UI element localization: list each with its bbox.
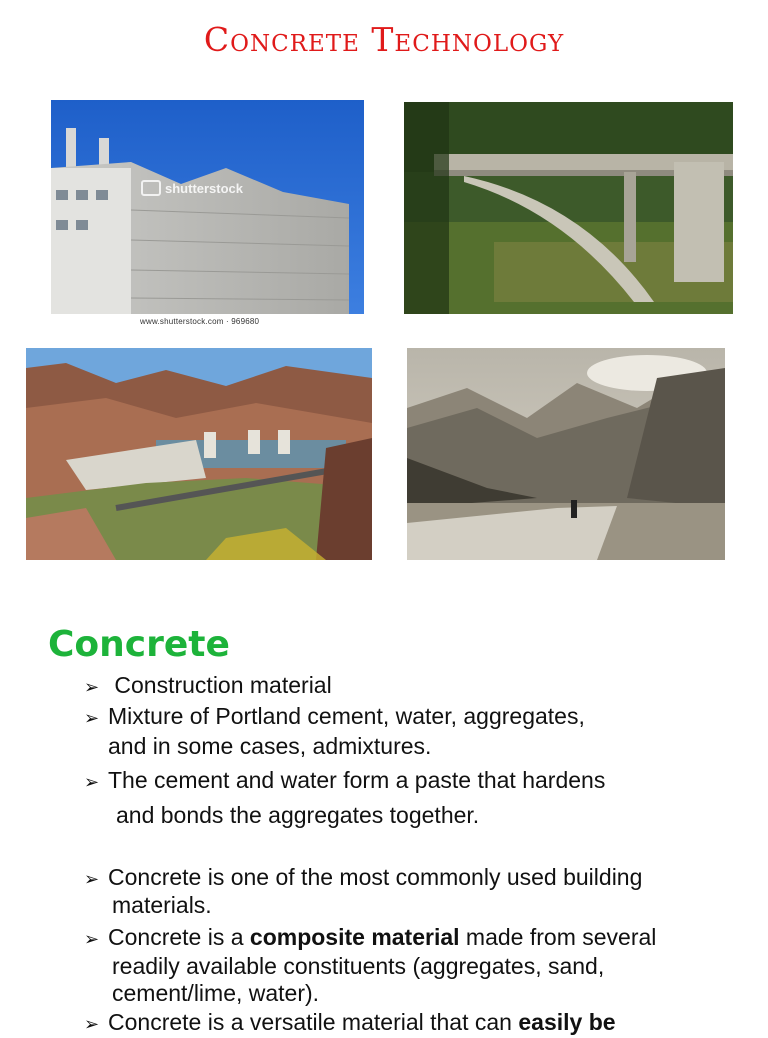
- mountain-road-photo: [407, 348, 725, 560]
- arrowhead-bullet-icon: ➢: [84, 772, 100, 792]
- bullet-item: ➢ The cement and water form a paste that hardens and bonds the aggregates together.: [84, 767, 606, 828]
- arrowhead-bullet-icon: ➢: [84, 1014, 100, 1034]
- bullet-item: ➢ Mixture of Portland cement, water, aggregates, and in some cases, admixtures.: [84, 703, 585, 759]
- dam-photo: [26, 348, 372, 560]
- arrowhead-bullet-icon: ➢: [84, 869, 100, 889]
- section-heading: Concrete: [48, 624, 230, 665]
- page-title: Concrete Technology: [203, 20, 565, 59]
- arrowhead-bullet-icon: ➢: [84, 677, 100, 697]
- camera-icon: [141, 180, 161, 196]
- arrowhead-bullet-icon: ➢: [84, 929, 100, 949]
- bullet-item: ➢ Concrete is a versatile material that can easily be: [84, 1008, 616, 1038]
- bullet-item: ➢ Concrete is one of the most commonly used building materials.: [84, 864, 643, 918]
- shutterstock-watermark: shutterstock: [141, 180, 243, 196]
- arch-bridge-photo: [404, 102, 733, 314]
- bullet-item: ➢ Construction material: [84, 671, 332, 701]
- photo-credit: www.shutterstock.com · 969680: [140, 317, 260, 326]
- concrete-building-photo: [51, 100, 364, 314]
- bullet-item: ➢ Concrete is a composite material made from several readily available constituents (aggregates, sand, cement/lime, water).: [84, 924, 657, 1006]
- arrowhead-bullet-icon: ➢: [84, 708, 100, 728]
